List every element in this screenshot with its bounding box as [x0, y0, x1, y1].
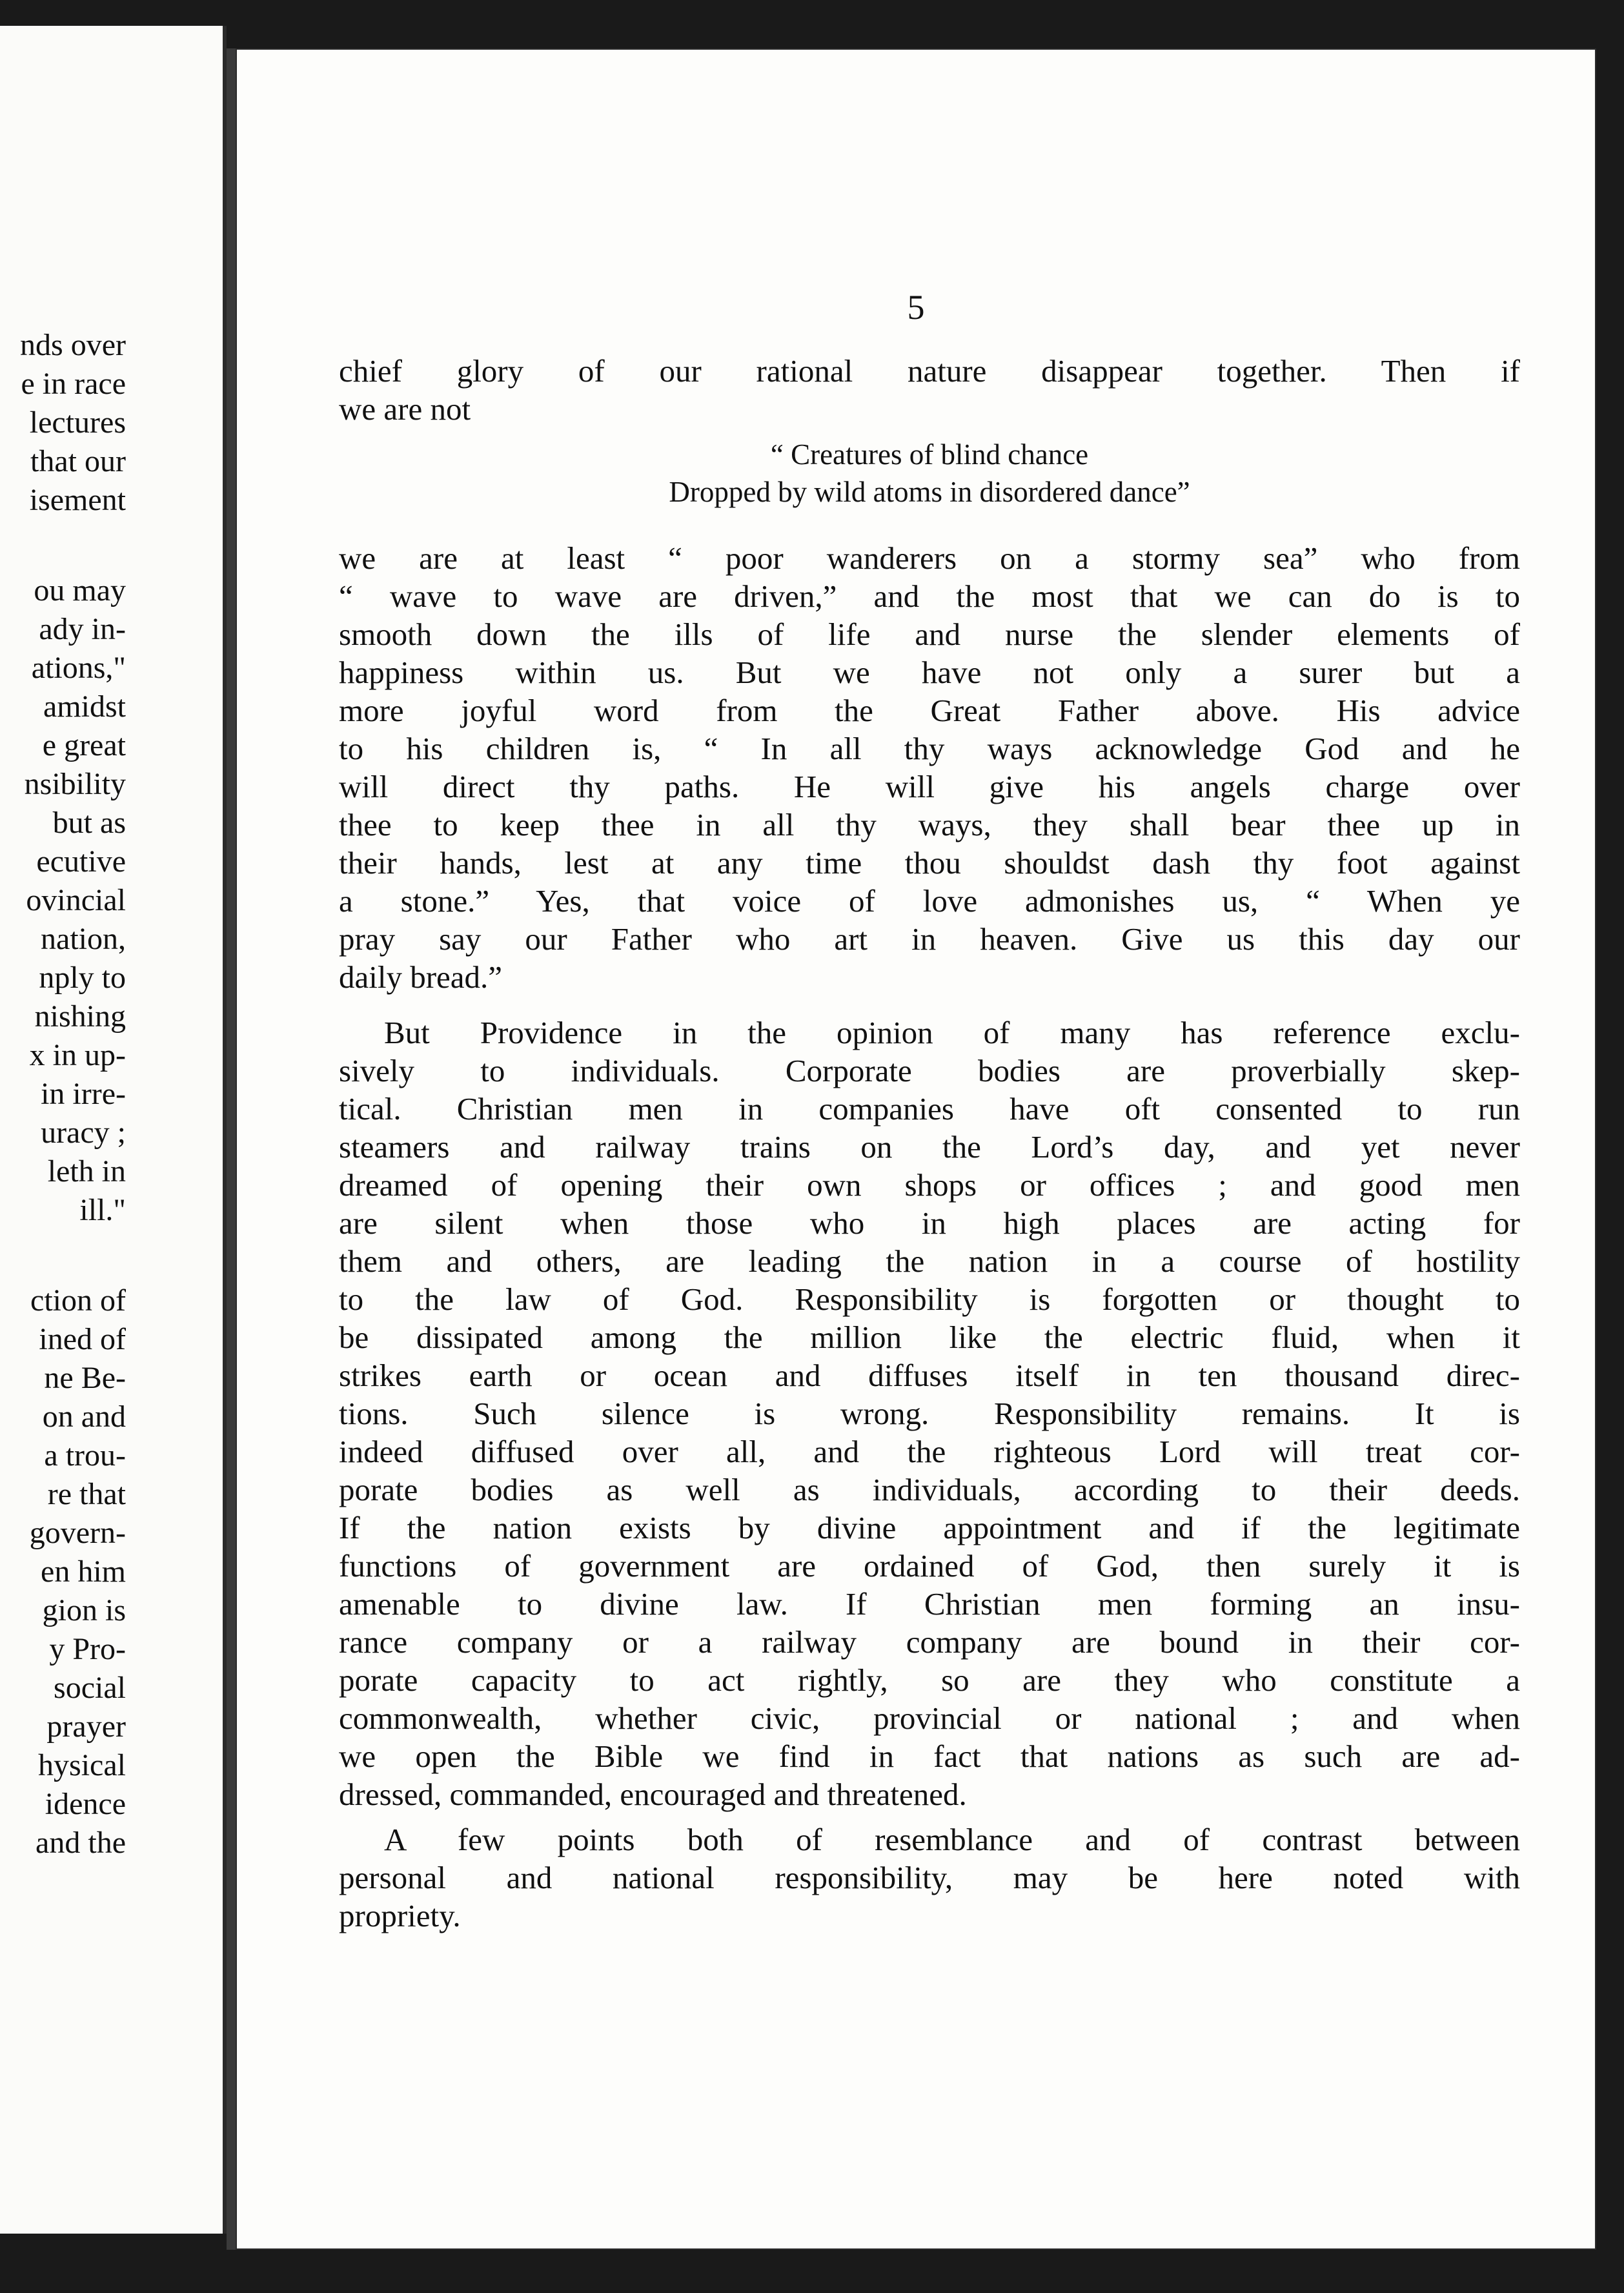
text-line: more joyful word from the Great Father above. His advice [339, 693, 1520, 728]
left-page-line-fragment: govern- [29, 1516, 126, 1550]
left-page-line-fragment: x in up- [29, 1038, 126, 1072]
text-line: propriety. [339, 1898, 461, 1933]
text-line: thee to keep thee in all thy ways, they shall bear thee up in [339, 807, 1520, 842]
left-page-line-fragment: nation, [41, 922, 126, 956]
text-line: chief glory of our rational nature disappear together. Then if [339, 353, 1520, 389]
text-line: personal and national responsibility, may be here noted with [339, 1860, 1520, 1895]
text-line: be dissipated among the million like the electric fluid, when it [339, 1320, 1520, 1355]
left-page-line-fragment: ovincial [26, 883, 126, 917]
left-page-line-fragment: ecutive [36, 844, 126, 879]
left-page-line-fragment: idence [45, 1787, 126, 1821]
text-line: we are not [339, 391, 471, 427]
text-line: to the law of God. Responsibility is forgotten or thought to [339, 1281, 1520, 1317]
text-line: a stone.” Yes, that voice of love admonishes us, “ When ye [339, 883, 1520, 919]
left-page-line-fragment: ined of [39, 1322, 126, 1356]
page [227, 48, 1596, 2250]
left-page-line-fragment: nishing [34, 999, 126, 1034]
left-page-line-fragment: amidst [43, 689, 126, 724]
text-line: rance company or a railway company are bound in their cor- [339, 1624, 1520, 1660]
left-page-line-fragment: uracy ; [41, 1116, 126, 1150]
text-line: are silent when those who in high places are acting for [339, 1205, 1520, 1241]
left-page-line-fragment: ations," [31, 651, 126, 685]
text-line: If the nation exists by divine appointment and if the legitimate [339, 1510, 1520, 1545]
left-page-line-fragment: that our [30, 444, 126, 478]
left-page-line-fragment: lectures [29, 405, 126, 440]
text-line: steamers and railway trains on the Lord’s day, and yet never [339, 1129, 1520, 1165]
text-line: amenable to divine law. If Christian men forming an insu- [339, 1586, 1520, 1622]
left-page-line-fragment: nsibility [24, 767, 126, 801]
text-line: pray say our Father who art in heaven. Give us this day our [339, 921, 1520, 957]
page-number: 5 [907, 288, 925, 327]
text-line: their hands, lest at any time thou shouldst dash thy foot against [339, 845, 1520, 881]
left-page-line-fragment: en him [41, 1554, 126, 1589]
left-page-line-fragment: in irre- [41, 1077, 126, 1111]
left-page-line-fragment: ction of [30, 1283, 126, 1318]
left-page-line-fragment: gion is [42, 1593, 126, 1627]
left-page-line-fragment: ill." [79, 1193, 126, 1227]
paragraph-providence [339, 1014, 1520, 1813]
text-line: “ wave to wave are driven,” and the most that we can do is to [339, 578, 1520, 614]
text-line: indeed diffused over all, and the righteous Lord will treat cor- [339, 1434, 1520, 1469]
left-page-line-fragment: leth in [47, 1154, 126, 1188]
text-line: tical. Christian men in companies have oft consented to run [339, 1091, 1520, 1126]
left-page-line-fragment: social [54, 1671, 126, 1705]
left-page-line-fragment: ady in- [39, 612, 126, 646]
text-line: porate capacity to act rightly, so are they who constitute a [339, 1662, 1520, 1698]
left-page-line-fragment: ou may [34, 573, 126, 607]
text-line: to his children is, “ In all thy ways acknowledge God and he [339, 731, 1520, 766]
text-line: we are at least “ poor wanderers on a stormy sea” who from [339, 540, 1520, 576]
left-page-line-fragment: on and [42, 1400, 126, 1434]
paragraph-points [339, 1820, 1520, 1935]
left-page-line-fragment: e in race [21, 367, 126, 401]
text-line: But Providence in the opinion of many has reference exclu- [384, 1015, 1520, 1050]
left-page-line-fragment: but as [52, 806, 126, 840]
previous-page-fragment [0, 26, 227, 2234]
paragraph-wanderers [339, 539, 1520, 996]
left-page-line-fragment: ne Be- [44, 1361, 126, 1395]
left-page-line-fragment: prayer [46, 1709, 126, 1744]
text-line: A few points both of resemblance and of contrast between [384, 1822, 1520, 1857]
intro-paragraph [339, 352, 1520, 428]
left-page-line-fragment: a trou- [44, 1438, 126, 1473]
left-page-line-fragment: hysical [38, 1748, 126, 1782]
text-line: we open the Bible we find in fact that nations as such are ad- [339, 1738, 1520, 1774]
text-line: them and others, are leading the nation in a course of hostility [339, 1243, 1520, 1279]
left-page-line-fragment: e great [42, 728, 126, 762]
verse-quotation [339, 436, 1520, 511]
left-page-line-fragment: nds over [20, 328, 126, 362]
quote-line: “ Creatures of blind chance [770, 438, 1089, 471]
text-line: smooth down the ills of life and nurse the slender elements of [339, 617, 1520, 652]
text-line: sively to individuals. Corporate bodies are proverbially skep- [339, 1053, 1520, 1088]
left-page-line-fragment: y Pro- [49, 1632, 126, 1666]
left-page-line-fragment: nply to [39, 961, 126, 995]
left-page-line-fragment: and the [36, 1826, 126, 1860]
text-line: porate bodies as well as individuals, according to their deeds. [339, 1472, 1520, 1507]
text-line: commonwealth, whether civic, provincial or national ; and when [339, 1700, 1520, 1736]
text-line: will direct thy paths. He will give his angels charge over [339, 769, 1520, 804]
text-line: daily bread.” [339, 959, 503, 995]
quote-line: Dropped by wild atoms in disordered dance” [669, 476, 1190, 508]
text-line: dressed, commanded, encouraged and threatened. [339, 1777, 967, 1812]
left-page-line-fragment: isement [29, 483, 126, 517]
text-line: strikes earth or ocean and diffuses itself in ten thousand direc- [339, 1358, 1520, 1393]
left-page-line-fragment: re that [47, 1477, 126, 1511]
text-line: dreamed of opening their own shops or offices ; and good men [339, 1167, 1520, 1203]
text-line: functions of government are ordained of God, then surely it is [339, 1548, 1520, 1584]
text-line: tions. Such silence is wrong. Responsibility remains. It is [339, 1396, 1520, 1431]
text-line: happiness within us. But we have not only a surer but a [339, 655, 1520, 690]
